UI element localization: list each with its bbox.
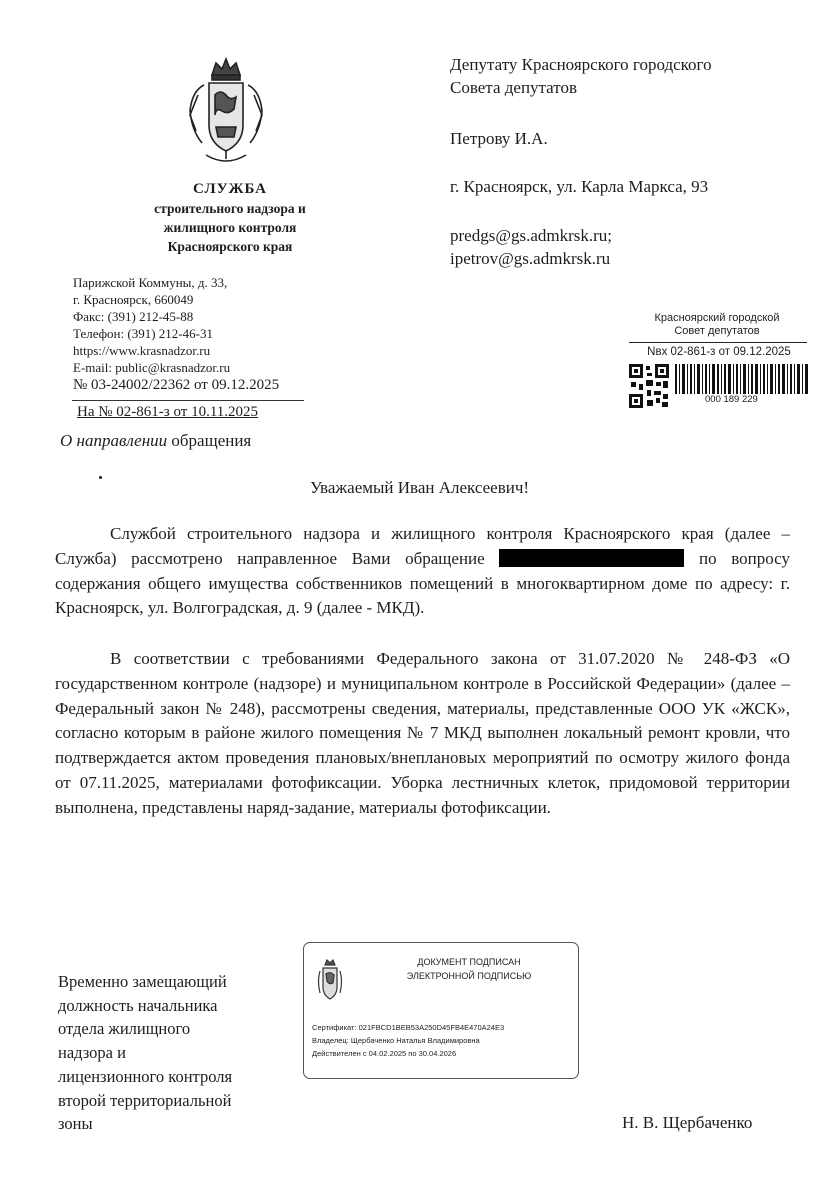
addressee-emails <box>450 224 612 270</box>
org-contacts <box>73 274 230 376</box>
stamp-reg-number: Nвх 02-861-з от 09.12.2025 <box>647 346 791 358</box>
outgoing-number: № 03-24002/22362 от 09.12.2025 <box>73 377 280 393</box>
paragraph-1-part-b: по вопросу содержания общего имущества собственников помещений в многоквартирном доме по адресу: г. Красноярск, ул. Волгоградская, д. 9 (далее - МКД). <box>55 548 790 618</box>
esign-owner: Владелец: Щербаченко Наталья Владимировна <box>312 1036 480 1045</box>
paragraph-1-part-a: Службой строительного надзора и жилищного контроля Красноярского края (далее – Служба) рассмотрено направленное Вами обращение <box>55 524 790 568</box>
org-name-line: строительного надзора и <box>154 201 306 216</box>
stamp-divider <box>629 342 807 343</box>
subject-italic: О направлении <box>60 431 168 450</box>
addressee-email-2: ipetrov@gs.admkrsk.ru <box>450 249 611 268</box>
org-name-line: Красноярского края <box>167 239 293 254</box>
addressee-line-2: Совета депутатов <box>450 78 578 97</box>
position-line: отдела жилищного <box>58 1019 191 1039</box>
esign-title <box>364 955 574 983</box>
position-line: второй территориальной <box>58 1090 232 1110</box>
stamp-org <box>623 312 811 338</box>
paragraph-2: В соответствии с требованиями Федерального закона от 31.07.2020 № 248-ФЗ «О государственном контроле (надзоре) и муниципальном контроле в Российской Федерации» (далее – Федеральный закон № 248), рассмотрены сведения, материалы, представленные ООО УК «ЖСК», согласно которым в районе жилого помещения № 7 МКД выполнен локальный ремонт кровли, что подтверждается актом проведения плановых/внеплановых мероприятий по осмотру жилого фонда от 07.11.2025, материалами фотофиксации. Уборка лестничных клеток, придомовой территории выполнена, представлены наряд-задание, материалы фотофиксации. <box>55 649 790 817</box>
letter-subject <box>60 431 251 451</box>
stamp-org-line-1: Красноярский городской <box>654 312 780 324</box>
org-phone: Телефон: (391) 212-46-31 <box>73 326 213 341</box>
redaction-block <box>499 549 684 567</box>
addressee-line-1: Депутату Красноярского городского <box>450 55 712 74</box>
esign-info <box>312 1021 504 1060</box>
position-line: зоны <box>58 1114 93 1134</box>
position-line: должность начальника <box>58 995 218 1015</box>
barcode-number: 000 189 229 <box>705 394 758 405</box>
addressee-email-1: predgs@gs.admkrsk.ru; <box>450 226 613 245</box>
signer-name: Н. В. Щербаченко <box>622 1113 753 1132</box>
addressee-address: г. Красноярск, ул. Карла Маркса, 93 <box>450 177 709 196</box>
signatory-position <box>58 970 288 1136</box>
reply-to-number: На № 02-861-з от 10.11.2025 <box>77 404 259 420</box>
electronic-signature-stamp <box>303 942 579 1079</box>
esign-validity: Действителен с 04.02.2025 по 30.04.2026 <box>312 1049 457 1058</box>
divider <box>72 400 304 401</box>
position-line: лицензионного контроля <box>58 1066 233 1086</box>
registration-stamp <box>623 308 811 418</box>
org-address-street: Парижской Коммуны, д. 33, <box>73 275 228 290</box>
qr-code-icon <box>629 364 669 408</box>
stamp-org-line-2: Совет депутатов <box>674 325 760 337</box>
org-name <box>110 180 350 256</box>
barcode-icon <box>675 364 809 394</box>
org-fax: Факс: (391) 212-45-88 <box>73 309 194 324</box>
coat-of-arms-icon <box>316 959 344 1003</box>
org-address-city: г. Красноярск, 660049 <box>73 292 194 307</box>
addressee-name: Петрову И.А. <box>450 129 548 148</box>
org-title: СЛУЖБА <box>192 181 268 197</box>
paragraph-1 <box>55 522 790 621</box>
esign-certificate: Сертификат: 021FBCD1BEB53A250D45FB4E470A24E3 <box>312 1023 505 1032</box>
coat-of-arms-icon <box>182 55 270 167</box>
org-website: https://www.krasnadzor.ru <box>73 343 211 358</box>
esign-title-2: ЭЛЕКТРОННОЙ ПОДПИСЬЮ <box>406 971 532 981</box>
addressee-title <box>450 53 712 99</box>
subject-rest: обращения <box>167 431 252 450</box>
org-email: E-mail: public@krasnadzor.ru <box>73 360 231 375</box>
position-line: надзора и <box>58 1043 126 1063</box>
org-name-line: жилищного контроля <box>163 220 297 235</box>
position-line: Временно замещающий <box>58 972 227 991</box>
esign-title-1: ДОКУМЕНТ ПОДПИСАН <box>417 957 521 967</box>
greeting: Уважаемый Иван Алексеевич! <box>309 478 530 497</box>
